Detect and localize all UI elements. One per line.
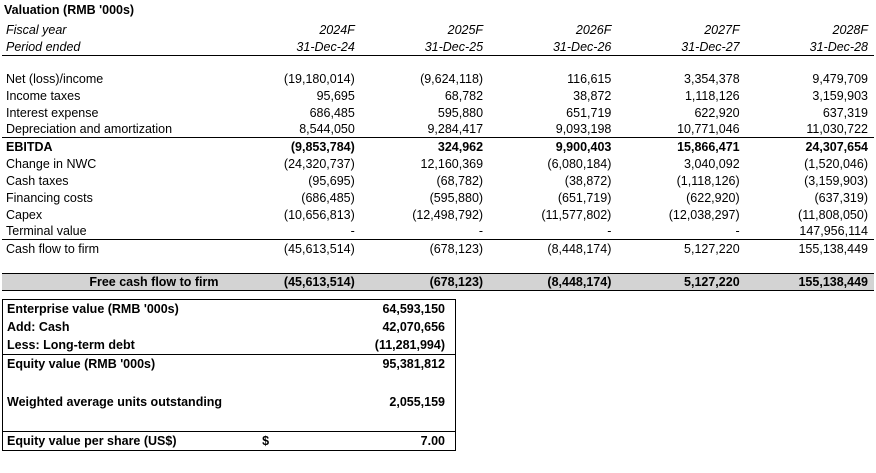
row-label: Financing costs [6,190,93,205]
cell: - [607,224,612,238]
cell: (24,320,737) [283,156,355,171]
cell: 9,093,198 [555,122,612,136]
cell: (8,448,174) [489,240,617,257]
valuation-table [2,21,874,291]
table-row-ebitda [2,138,874,155]
cell: 686,485 [309,105,355,120]
cell: 12,160,369 [420,156,484,171]
table-row [2,87,874,104]
cell: (651,719) [557,190,612,205]
cell: 3,354,378 [684,71,740,86]
cell: (622,920) [686,190,740,205]
cell: (19,180,014) [283,71,355,86]
cell: (686,485) [301,190,355,205]
table-row [2,155,874,172]
summary-currency [256,318,302,336]
row-label: Terminal value [6,224,87,238]
cell: 8,544,050 [299,122,355,136]
period-date-2025: 31-Dec-25 [361,38,489,55]
cell: (12,498,792) [412,207,484,222]
cell: (10,656,813) [283,207,355,222]
cell: (45,613,514) [233,240,361,257]
period-date-2026: 31-Dec-26 [489,38,617,55]
summary-value: 42,070,656 [382,319,445,334]
cell: (45,613,514) [233,273,361,290]
row-label: Income taxes [6,88,81,103]
cell: (637,319) [814,190,868,205]
cell: (8,448,174) [489,273,617,290]
cell: 5,127,220 [617,273,745,290]
row-label: EBITDA [2,138,233,155]
table-row [2,189,874,206]
summary-table [3,300,455,450]
summary-value: 2,055,159 [389,394,445,409]
summary-currency: $ [256,431,302,450]
summary-row-equity-value [3,354,455,373]
cell: 155,138,449 [746,240,874,257]
period-date-2027: 31-Dec-27 [617,38,745,55]
summary-currency [256,300,302,318]
summary-value: 95,381,812 [382,356,445,371]
cell: (678,123) [361,273,489,290]
cell: 10,771,046 [677,122,740,136]
summary-row-add-cash [3,318,455,336]
summary-label: Equity value per share (US$) [3,431,256,450]
cell: (595,880) [429,190,484,205]
row-label: Cash flow to firm [2,240,233,257]
summary-value: 7.00 [302,431,455,450]
summary-value: (11,281,994) [302,336,455,355]
row-label: Cash taxes [6,173,69,188]
summary-label: Add: Cash [7,319,70,334]
summary-row-weighted-average-units [3,393,455,411]
cell: (1,118,126) [676,173,740,188]
year-2026: 2026F [575,23,612,37]
cell: (9,624,118) [420,71,484,86]
spacer-row [3,411,455,432]
cell: 95,695 [316,88,355,103]
table-header-fiscal-year [2,21,874,38]
spacer-row [3,373,455,393]
cell: (1,520,046) [804,156,868,171]
cell: 155,138,449 [746,273,874,290]
table-row-cash-flow-to-firm [2,240,874,257]
row-label: Change in NWC [6,156,97,171]
cell: (11,808,050) [798,207,868,222]
cell: 622,920 [694,105,740,120]
cell: 15,866,471 [617,138,745,155]
row-label: Net (loss)/income [6,71,104,86]
cell: (678,123) [361,240,489,257]
table-row [2,70,874,87]
cell: 1,118,126 [684,88,740,103]
fiscal-year-label: Fiscal year [6,23,67,37]
table-row [2,223,874,240]
cell: - [735,224,740,238]
table-header-period-ended [2,38,874,55]
summary-currency [256,393,302,411]
period-ended-label: Period ended [2,38,233,55]
summary-currency [256,336,302,355]
cell: (3,159,903) [804,173,868,188]
spacer-row [2,55,874,70]
table-row [2,121,874,138]
summary-label: Enterprise value (RMB '000s) [7,301,179,316]
cell: 11,030,722 [806,122,868,136]
spacer-row [2,257,874,274]
cell: 147,956,114 [799,224,868,238]
cell: (11,577,802) [541,207,612,222]
equity-value-summary-box [2,299,456,451]
cell: 116,615 [567,71,612,86]
table-row [2,206,874,223]
cell: 5,127,220 [617,240,745,257]
year-2025: 2025F [447,23,484,37]
table-row [2,104,874,121]
cell: 637,319 [822,105,868,120]
page-title: Valuation (RMB '000s) [4,3,135,17]
cell: (12,038,297) [668,207,740,222]
free-cash-flow-label: Free cash flow to firm [2,273,233,290]
cell: 68,782 [444,88,484,103]
cell: - [350,224,355,238]
cell: (68,782) [436,173,484,188]
cell: 38,872 [573,88,612,103]
cell: - [478,224,484,238]
cell: 9,900,403 [489,138,617,155]
summary-label: Weighted average units outstanding [7,394,223,409]
summary-row-equity-value-per-share [3,431,455,450]
free-cash-flow-row [2,273,874,290]
period-date-2028: 31-Dec-28 [746,38,874,55]
row-label: Depreciation and amortization [6,122,173,136]
summary-row-enterprise-value [3,300,455,318]
row-label: Interest expense [6,105,99,120]
year-2027: 2027F [704,23,740,37]
summary-row-less-long-term-debt [3,336,455,355]
cell: 3,159,903 [812,88,868,103]
summary-label: Less: Long-term debt [3,336,256,355]
period-date-2024: 31-Dec-24 [233,38,361,55]
cell: 3,040,092 [684,156,740,171]
cell: 595,880 [437,105,484,120]
cell: (95,695) [308,173,355,188]
summary-value: 64,593,150 [382,301,445,316]
summary-label: Equity value (RMB '000s) [7,356,156,371]
row-label: Capex [6,207,43,222]
cell: (6,080,184) [547,156,612,171]
cell: (9,853,784) [233,138,361,155]
cell: (38,872) [564,173,612,188]
cell: 24,307,654 [746,138,874,155]
cell: 651,719 [566,105,612,120]
summary-currency [256,354,302,373]
cell: 9,479,709 [812,71,868,86]
cell: 324,962 [361,138,489,155]
cell: 9,284,417 [427,122,484,136]
year-2028: 2028F [832,23,868,37]
year-2024: 2024F [319,23,355,37]
table-row [2,172,874,189]
